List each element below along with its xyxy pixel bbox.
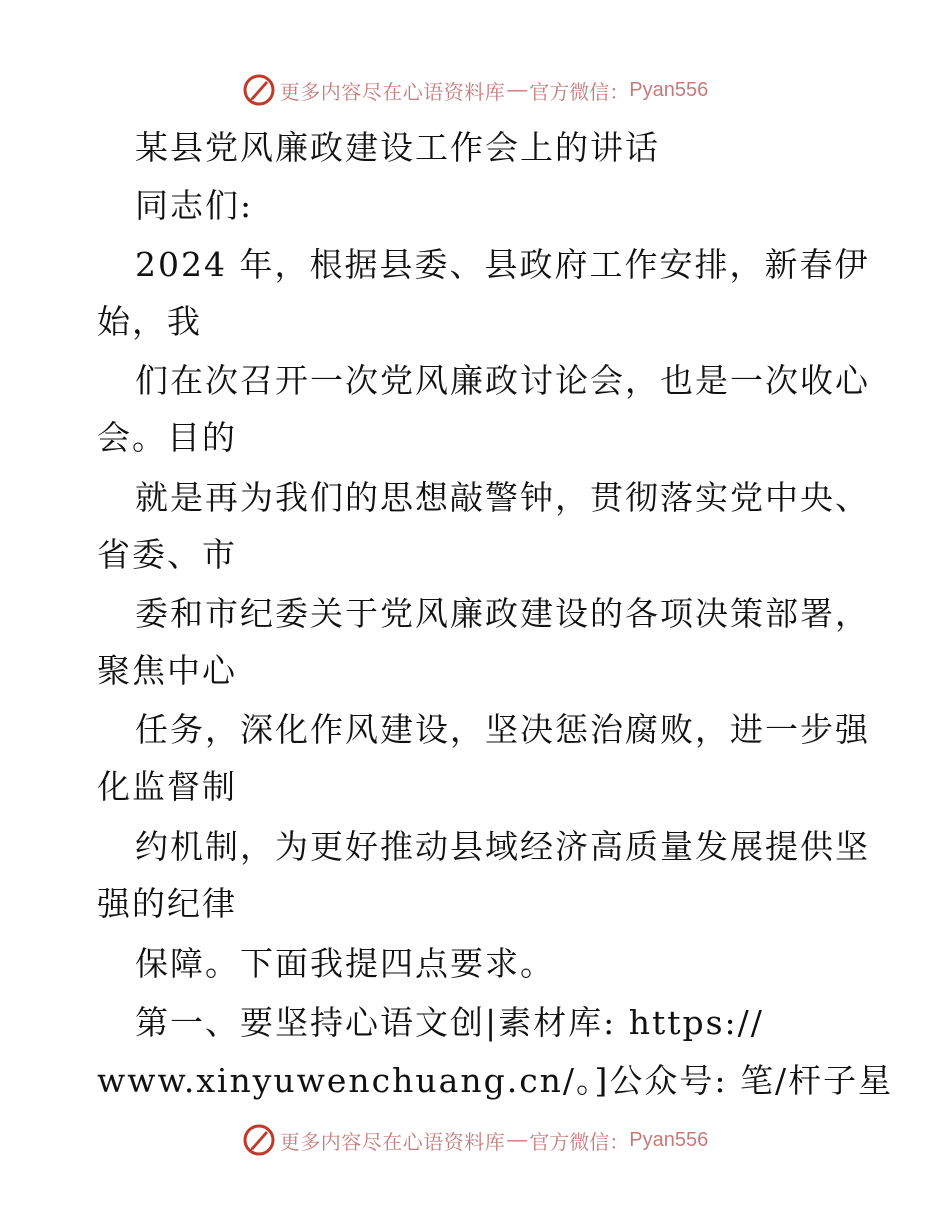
body-line: 保障。下面我提四点要求。 [135, 944, 555, 983]
document-title: 某县党风廉政建设工作会上的讲话 [135, 128, 660, 167]
body-line: 强的纪律 [97, 884, 237, 923]
body-line: 第一、要坚持心语文创|素材库: https:// [135, 1003, 764, 1042]
quill-logo-icon [242, 1123, 276, 1157]
body-line: 化监督制 [97, 767, 237, 806]
footer-banner [0, 1120, 950, 1160]
banner-wechat-id: Pyan556 [629, 1128, 709, 1151]
quill-logo-icon [242, 73, 276, 107]
banner-slogan: 更多内容尽在心语资料库 [279, 1129, 506, 1154]
body-line: 省委、市 [97, 535, 237, 574]
body-line: www.xinyuwenchuang.cn/。]公众号: 笔/杆子星 [97, 1061, 894, 1100]
banner-separator: — [507, 78, 528, 101]
body-line: 聚焦中心 [97, 651, 237, 690]
body-line: 2024 年，根据县委、县政府工作安排，新春伊 [135, 245, 870, 284]
body-line: 就是再为我们的思想敲警钟，贯彻落实党中央、 [135, 478, 870, 517]
body-line: 们在次召开一次党风廉政讨论会，也是一次收心 [135, 361, 870, 400]
body-line: 始，我 [97, 302, 202, 341]
body-line: 任务，深化作风建设，坚决惩治腐败，进一步强 [135, 710, 870, 749]
body-line: 约机制，为更好推动县域经济高质量发展提供坚 [135, 827, 870, 866]
header-banner [0, 70, 950, 110]
banner-wechat-label: 官方微信： [529, 1129, 630, 1154]
banner-wechat-id: Pyan556 [629, 78, 709, 101]
banner-separator: — [507, 1128, 528, 1151]
body-line: 委和市纪委关于党风廉政建设的各项决策部署， [135, 594, 870, 633]
banner-slogan: 更多内容尽在心语资料库 [279, 79, 506, 104]
body-line: 会。目的 [97, 418, 237, 457]
banner-wechat-label: 官方微信： [529, 79, 630, 104]
salutation: 同志们: [135, 186, 254, 225]
